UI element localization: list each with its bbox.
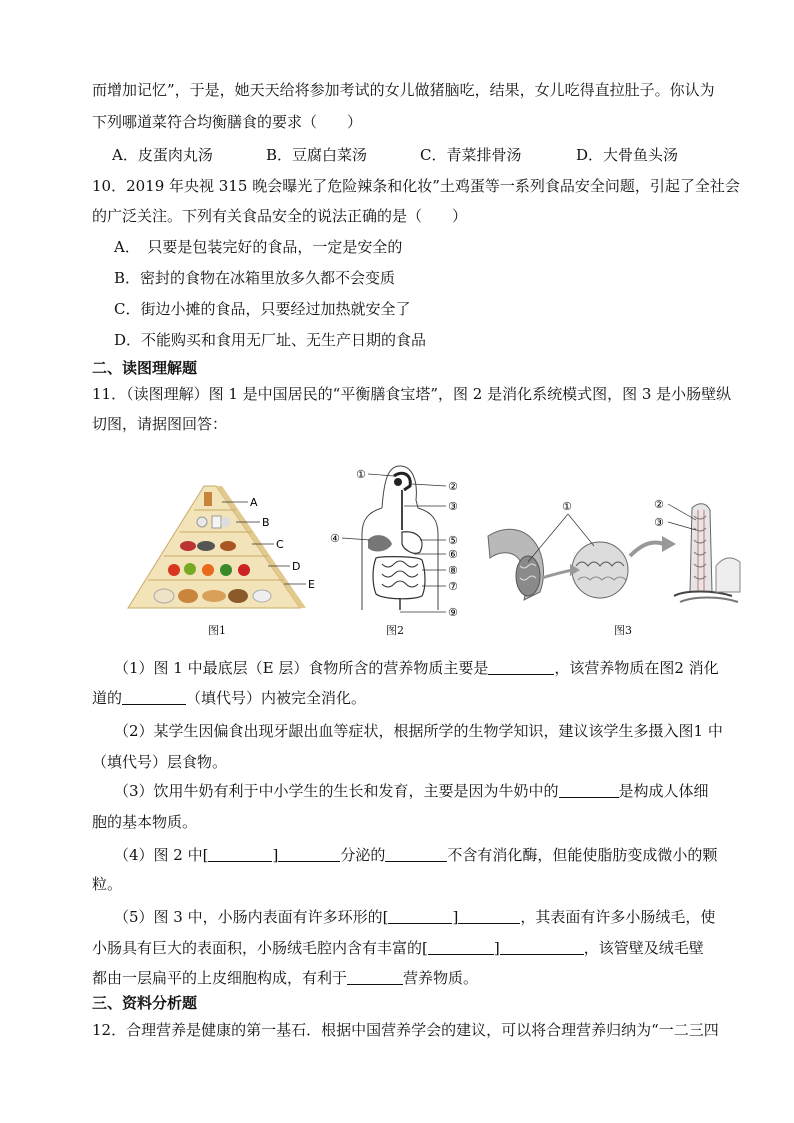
section-heading-2: 二、读图理解题 xyxy=(92,359,198,377)
intestine-label-3: ③ xyxy=(654,516,664,529)
q10-line2: 的广泛关注。下列有关食品安全的说法正确的是（ ） xyxy=(92,207,468,225)
digestive-label-5: ⑤ xyxy=(448,534,458,547)
answer-blank[interactable] xyxy=(488,659,554,675)
q10-option-c: C．街边小摊的食品，只要经过加热就安全了 xyxy=(114,300,411,318)
pyramid-label-b: B xyxy=(262,516,270,529)
q11-line2: 切图，请据图回答： xyxy=(92,415,228,433)
section-heading-3: 三、资料分析题 xyxy=(92,994,198,1012)
q11-sub2-line1: （2）某学生因偏食出现牙龈出血等症状，根据所学的生物学知识，建议该学生多摄入图1 中 xyxy=(114,722,723,740)
answer-blank[interactable] xyxy=(122,689,186,705)
answer-blank[interactable] xyxy=(500,939,584,955)
figure-2-caption: 图2 xyxy=(386,624,404,637)
q11-sub1-line1: （1）图 1 中最底层（E 层）食物所含的营养物质主要是 ，该营养物质在图2 消化 xyxy=(114,659,719,677)
digestive-label-6: ⑥ xyxy=(448,548,458,561)
intestine-label-2: ② xyxy=(654,498,664,511)
answer-blank[interactable] xyxy=(385,846,447,862)
q11-sub5-line2: 小肠具有巨大的表面积，小肠绒毛腔内含有丰富的[ ] ，该管壁及绒毛壁 xyxy=(92,939,704,957)
answer-blank[interactable] xyxy=(559,782,619,798)
q9-option-b: B．豆腐白菜汤 xyxy=(266,146,368,164)
q11-line1: 11．（读图理解）图 1 是中国居民的“平衡膳食宝塔”，图 2 是消化系统模式图，图 3 是小肠壁纵 xyxy=(92,385,732,403)
answer-blank[interactable] xyxy=(458,908,520,924)
q9-line2: 下列哪道菜符合均衡膳食的要求（ ） xyxy=(92,113,363,131)
pyramid-label-d: D xyxy=(292,560,301,573)
digestive-label-8: ⑧ xyxy=(448,564,458,577)
pyramid-label-c: C xyxy=(276,538,284,551)
q11-sub4-line2: 粒。 xyxy=(92,875,123,893)
figure-1-caption: 图1 xyxy=(208,624,226,637)
q10-option-b: B．密封的食物在冰箱里放多久都不会变质 xyxy=(114,269,396,287)
digestive-label-1: ① xyxy=(356,468,366,481)
q9-line1: 而增加记忆”，于是，她天天给将参加考试的女儿做猪脑吃，结果，女儿吃得直拉肚子。你认为 xyxy=(92,81,715,99)
q9-option-a: A．皮蛋肉丸汤 xyxy=(112,146,213,164)
q11-sub5-line3: 都由一层扁平的上皮细胞构成，有利于 营养物质。 xyxy=(92,969,479,987)
q11-sub1-line2: 道的 （填代号）内被完全消化。 xyxy=(92,689,367,707)
q10-option-d: D．不能购买和食用无厂址、无生产日期的食品 xyxy=(114,331,427,349)
figure-3-caption: 图3 xyxy=(614,624,632,637)
food-pyramid-figure xyxy=(124,480,324,612)
q12-line1: 12．合理营养是健康的第一基石．根据中国营养学会的建议，可以将合理营养归纳为“一二三四 xyxy=(92,1021,719,1039)
intestine-label-1: ① xyxy=(562,500,572,513)
digestive-label-7: ⑦ xyxy=(448,580,458,593)
q11-sub2-line2: （填代号）层食物。 xyxy=(92,753,228,771)
q11-sub3-line2: 胞的基本物质。 xyxy=(92,813,198,831)
answer-blank[interactable] xyxy=(278,846,340,862)
q11-sub4-line1: （4）图 2 中[ ] 分泌的 不含有消化酶，但能使脂肪变成微小的颗 xyxy=(114,846,718,864)
pyramid-label-a: A xyxy=(250,496,258,509)
q11-sub3-line1: （3）饮用牛奶有利于中小学生的生长和发育，主要是因为牛奶中的 是构成人体细 xyxy=(114,782,709,800)
q11-sub5-line1: （5）图 3 中，小肠内表面有许多环形的[ ] ，其表面有许多小肠绒毛，使 xyxy=(114,908,716,926)
digestive-system-figure xyxy=(322,460,470,620)
small-intestine-figure xyxy=(484,496,744,612)
q10-line1: 10．2019 年央视 315 晚会曝光了危险辣条和化妆”土鸡蛋等一系列食品安全问题，引起了全社会 xyxy=(92,177,740,195)
digestive-label-2: ② xyxy=(448,480,458,493)
q9-option-c: C．青菜排骨汤 xyxy=(420,146,522,164)
pyramid-label-e: E xyxy=(308,578,315,591)
answer-blank[interactable] xyxy=(347,969,403,985)
digestive-label-9: ⑨ xyxy=(448,606,458,619)
q9-option-d: D．大骨鱼头汤 xyxy=(576,146,679,164)
digestive-label-3: ③ xyxy=(448,500,458,513)
q10-option-a: A． 只要是包装完好的食品，一定是安全的 xyxy=(114,238,403,256)
answer-blank[interactable] xyxy=(428,939,494,955)
answer-blank[interactable] xyxy=(388,908,452,924)
answer-blank[interactable] xyxy=(208,846,272,862)
digestive-label-4: ④ xyxy=(330,532,340,545)
